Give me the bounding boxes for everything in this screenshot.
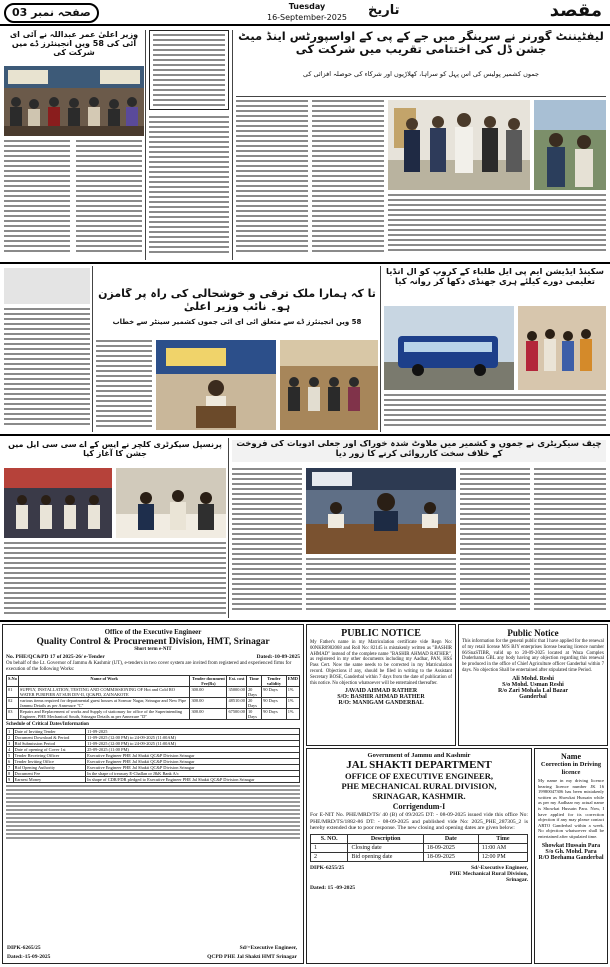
licence-notice-town: Ganderbal	[519, 693, 547, 700]
tender-works-table	[6, 675, 300, 720]
tender-notice	[2, 624, 304, 964]
schedule-table-cell: Executive Engineer PHE Jal Shakti QC&P Division Srinagar	[86, 753, 300, 759]
schedule-table-cell: 2	[7, 735, 14, 741]
centre-headline: تا کہ ہمارا ملک ترقی و خوشحالی کی راہ پر گامزن ہو۔ نائب وزیر اعلیٰ	[98, 288, 376, 312]
lower-left-headline: پرنسپل سیکرٹری کلچر نے ایس کے اے سی سی ایل میں جشن کا آغاز کیا	[8, 440, 222, 459]
left-top-body-col1	[4, 140, 70, 256]
culture-photo-2	[116, 468, 226, 538]
tender-table-header: Tender validity	[262, 676, 287, 687]
centre-photo	[156, 340, 276, 430]
tender-dated-footer: Dated:-15-09-2025	[7, 954, 51, 960]
corrigendum-table-cell: Bid opening date	[348, 852, 423, 861]
schedule-table-cell: Bid Opening Authority	[13, 765, 86, 771]
jal-shakti-department: JAL SHAKTI DEPARTMENT	[346, 759, 492, 771]
correction-name: Showkat Hussain Para	[541, 842, 601, 849]
schedule-table-cell: 25-09-2025 (11:00 PM)	[86, 747, 300, 753]
public-notice-title: PUBLIC NOTICE	[341, 628, 421, 639]
tender-table-cell: 90 Days	[262, 709, 287, 720]
tender-table-cell: 67500.00	[227, 709, 246, 720]
corrigendum-table-header: Description	[348, 834, 423, 843]
lower-right-body-col1	[232, 468, 302, 616]
table-row	[311, 852, 528, 861]
corrigendum-dates-table	[310, 834, 528, 862]
licence-notice-body: This information for the general public that I have applied for the renewal of my retail license M/S BJY enterprises license bearing licence number 66/SnaSTIBR, valid up to 20-09-2025 located at Waza Complex Duderhama GBL any body having any objection regarding this renewal be produced in the office of Chief Agriculture officer Ganderbal within 7 days. No objection Shall be entertained after stipulated time Period.	[462, 639, 604, 673]
corrigendum-table-cell: 12:00 PM	[478, 852, 527, 861]
schedule-table-cell: Bid Submission Period	[13, 741, 86, 747]
corrigendum-ref-number: DIPK-6255/25	[310, 864, 345, 871]
public-notice-address: R/O: MANIGAM GANDERBAL	[338, 700, 424, 707]
schedule-table-cell: 7	[7, 765, 14, 771]
tender-table-header: S.No	[7, 676, 19, 687]
tender-table-header: Tender document Fee(Rs)	[190, 676, 227, 687]
schedule-table-cell: 3	[7, 741, 14, 747]
lead-subline: جموں کشمیر پولیس کی اس پہل کو سراہا، کھلاڑیوں اور شرکاء کی حوصلہ افزائی کی	[302, 70, 540, 78]
schedule-table-cell: Date of opening of Cover 1st	[13, 747, 86, 753]
lead-photo-small	[534, 100, 606, 190]
schedule-table-cell: 1	[7, 729, 14, 735]
corrigendum-table-cell: Closing date	[348, 843, 423, 852]
schedule-table-cell: Document Fee	[13, 771, 86, 777]
left-mid-story	[4, 268, 90, 428]
tender-signature: Sd/=Executive Engineer,	[239, 945, 297, 951]
tender-office: Office of the Executive Engineer	[104, 628, 202, 636]
corrigendum-dated: Dated: 15 -09-2025	[310, 884, 356, 891]
corrigendum-table-cell: 18-09-2025	[423, 843, 478, 852]
date-label: تاریخ	[368, 3, 400, 18]
corrigendum-signature: Sd/-Executive Engineer,	[471, 864, 528, 871]
table-row	[311, 843, 528, 852]
corrigendum-table-header: Date	[423, 834, 478, 843]
tender-table-cell: 300.00	[190, 687, 227, 698]
correction-address: R/O Beehama Ganderbal	[538, 854, 604, 861]
tender-table-cell: 90 Days	[262, 687, 287, 698]
corrigendum-table-header: Time	[478, 834, 527, 843]
tender-table-cell: 03	[7, 709, 19, 720]
schedule-table-cell: In the shape of treasury E-Challan or J&K Bank A/c	[86, 771, 300, 777]
centre-body-col	[96, 340, 152, 430]
schedule-table	[6, 728, 300, 783]
centre-subline: 58 ویں انجینئرز ڈے سے متعلق آئی ای آئی جموں کشمیر سینٹر سے خطاب	[112, 318, 362, 326]
corrigendum-table-cell: 11:00 AM	[478, 843, 527, 852]
tender-table-header: EMD	[286, 676, 299, 687]
tender-table-cell: 35000.00	[227, 687, 246, 698]
lead-body-col1	[236, 100, 308, 256]
schedule-table-cell: Date of Inviting Tender	[13, 729, 86, 735]
schedule-table-cell: 4	[7, 747, 14, 753]
side-column-story	[149, 116, 229, 256]
table-row	[7, 698, 300, 709]
left-top-headline: وزیر اعلیٰ عمر عبداللہ نے آئی ای آئی کی 58 ویں انجینئرز ڈے میں شرکت کی	[9, 30, 139, 58]
jal-shakti-division: PHE MECHANICAL RURAL DIVISION,	[341, 781, 497, 791]
correction-subtitle: Correction in Driving licence	[540, 761, 602, 776]
tender-short-notice: Short term e-NIT	[134, 647, 172, 652]
correction-body: My name in my driving licence bearing licence number JK 16 19980047306 has been mistakenly written as Showkat Hussain while as per my Aadhaar my actual name is Showkat Hussain Para. Now, I have applied for its correction objection if any may please contact ARTO Ganderbal within a week. No objection whatsoever shall be entertained after stipulated time.	[538, 778, 604, 839]
schedule-title: Schedule of Critical Dates/Information	[6, 722, 89, 727]
table-row	[7, 687, 300, 698]
lead-body-col3	[388, 194, 606, 256]
side-box-story	[149, 30, 229, 110]
tender-table-header: Name of Work	[18, 676, 190, 687]
column-divider	[232, 30, 233, 260]
schedule-table-cell: 8	[7, 771, 14, 777]
schedule-table-cell: 9	[7, 777, 14, 783]
tender-dated: Dated:-10-09-2025	[256, 654, 300, 660]
engineers-day-photo	[4, 66, 144, 136]
left-top-body-col2	[76, 140, 142, 256]
public-notice-licence-renewal	[458, 624, 608, 746]
right-mid-headline: سکینڈ ایڈیشن ایم پی ایل طلباء کے گروپ کو آل انڈیا تعلیمی دورے کیلئے ہری جھنڈی دکھا کر روانہ کیا	[386, 268, 604, 287]
right-mid-body	[384, 394, 606, 430]
schedule-table-cell: In shape of CDR/FDR pledged to Executive Engineer PHE Jal Shakti QC&P Division Srinagar	[86, 777, 300, 783]
schedule-table-cell: Earnest Money	[13, 777, 86, 783]
tender-table-cell: 90 Days	[262, 698, 287, 709]
tender-table-header: Est. cost	[227, 676, 246, 687]
corrigendum-signature-office: PHE Mechanical Rural Division,	[449, 870, 528, 877]
lower-right-body-col2	[306, 558, 456, 616]
public-notice-relation: S/O: BASHIR AHMAD RATHER	[337, 694, 425, 701]
issue-date	[252, 1, 362, 23]
page-number-badge: صفحہ نمبر 03	[4, 3, 99, 23]
schedule-table-cell: 11-09-2025 (12:00 PM) to 24-09-2025 (11:00AM)	[86, 735, 300, 741]
chief-secretary-photo	[306, 468, 456, 554]
issue-date-value: 16-September-2025	[266, 13, 348, 22]
table-row	[7, 709, 300, 720]
issue-day: Tuesday	[288, 2, 326, 11]
correction-relation: S/o Gh. Mohd. Para	[545, 848, 597, 855]
schedule-table-cell: Tender Inviting Office	[13, 759, 86, 765]
corrigendum-body: For E-NIT No. PHE/MRD/TS/ 40 (B) of 09/2025 DT: - 08-09-2025 issued vide this office No: PHE/MRD/TS/1882-86 DT: - 08-09-2025 and published vide No: 2025_PHE_287305_2 is hereby extended due to poor response. The new closing and opening dates are given below:	[310, 812, 528, 832]
tender-table-cell: 20 Days	[246, 698, 261, 709]
tender-table-cell: 10 Days	[246, 709, 261, 720]
tender-table-cell: 01	[7, 687, 19, 698]
tender-table-header: Time	[246, 676, 261, 687]
tender-nit-number: No. PHE/QC&PD 17 of 2025-26/ e-Tender	[6, 654, 105, 660]
schedule-table-cell: 6	[7, 759, 14, 765]
tender-table-cell: Repairs and Replacement of works and Supply of stationary for office of the Superintending Engineer, PHE Mechanical South, Srinagar Details as per Annexure "D"	[18, 709, 190, 720]
licence-notice-address: R/o Zari Mohala Lal Bazar	[498, 687, 568, 694]
tender-intro: On behalf of the Lt. Governor of Jammu & Kashmir (UT), e-tenders in two cover system are invited from registered and experienced firms for execution of the following Works:	[6, 661, 292, 672]
schedule-table-cell: Executive Engineer PHE Jal Shakti QC&P Division Srinagar	[86, 759, 300, 765]
jal-shakti-office: OFFICE OF EXECUTIVE ENGINEER,	[345, 771, 493, 781]
students-group-photo	[518, 306, 606, 390]
licence-notice-name: Ali Mohd. Reshi	[512, 675, 554, 682]
corrigendum-signature-city: Srinagar.	[505, 876, 528, 883]
masthead	[0, 0, 610, 26]
lower-right-headline: چیف سیکریٹری نے جموں و کشمیر میں ملاوٹ شدہ خوراک اور جعلی ادویات کی فروخت کے خلاف سخت کارروائی کرنے کا زور دیا	[232, 440, 606, 462]
schedule-table-cell: Executive Engineer PHE Jal Shakti QC&P Division Srinagar	[86, 765, 300, 771]
jal-shakti-city: SRINAGAR, KASHMIR.	[372, 791, 466, 801]
lower-right-body-col4	[534, 468, 606, 616]
lower-right-body-col3	[460, 468, 530, 616]
licence-notice-title: Public Notice	[507, 628, 559, 638]
tender-table-cell: 300.00	[190, 709, 227, 720]
schedule-table-cell: Tender Receiving Officer	[13, 753, 86, 759]
corrigendum-table-cell: 1	[311, 843, 348, 852]
lead-photo	[388, 100, 530, 190]
students-bus-photo	[384, 306, 514, 390]
schedule-table-cell: 5	[7, 753, 14, 759]
schedule-table-cell: Document Download & Period	[13, 735, 86, 741]
corrigendum-title: Corrigendum-I	[392, 802, 446, 811]
lower-left-body	[4, 542, 226, 616]
column-divider	[145, 30, 146, 260]
correction-title: Name	[561, 752, 581, 761]
licence-notice-relation: S/o Mohd. Usman Reshi	[502, 681, 564, 688]
tender-table-cell: 1%	[286, 709, 299, 720]
public-notice-name-correction	[306, 624, 456, 746]
public-notice-body: My Father's name in my Matriculation certificate vide Regn No: 00NKR0902068 and Roll No: 82145 is mistakenly written as "BASHIR AHMAD" instead of the complete name "BASHIR AHMAD RATHER", as registered in my other documents including my Aadhar, PAN, HSS Pass Cert. Now the same needs to be corrected in my Matriculation record. Objections if any, should be filed in writing to the Assistant Secretary BOSE, Ganderbal within 7 days from the date of publication of this notice. No objection whatsoever will be entertained thereafter.	[310, 640, 452, 686]
tender-table-cell: 02	[7, 698, 19, 709]
table-row	[7, 777, 300, 783]
tender-signature-office: QCPD PHE Jal Shakti HMT Srinagar	[207, 954, 297, 960]
public-notice-name: JAVAID AHMAD RATHER	[344, 688, 418, 695]
tender-table-cell: 20 Days	[246, 687, 261, 698]
lead-headline: لیفٹیننٹ گورنر نے سرینگر میں جے کے پی کے اواسپورٹس اینڈ میٹ جشن ڈل کی اختتامی تقریب میں شرکت کی	[238, 30, 604, 57]
tender-division: Quality Control & Procurement Division, HMT, Srinagar	[36, 637, 270, 647]
jal-shakti-government: Government of Jammu and Kashmir	[367, 752, 471, 759]
tender-ref-number: DIPK-6265/25	[7, 945, 41, 951]
name-correction-notice	[534, 748, 608, 964]
tender-table-cell: various items required for departmental guest houses at Sonwar Nagar, Srinagar and New Pipe Jammu Details as per Annexure "C"	[18, 698, 190, 709]
tender-table-cell: 300.00	[190, 698, 227, 709]
tender-table-cell: 1%	[286, 687, 299, 698]
tender-table-cell: 1%	[286, 698, 299, 709]
tender-table-cell: SUPPLY, INSTALLATION, TESTING AND COMMISSIONING OF Hot and Cold RO WATER PURIFIER AT SUB DIV-II, QC&PD, ZAINAKOTE	[18, 687, 190, 698]
schedule-table-cell: 11-09-2025	[86, 729, 300, 735]
corrigendum-table-cell: 2	[311, 852, 348, 861]
jal-shakti-corrigendum	[306, 748, 532, 964]
lead-body-col2	[312, 100, 384, 256]
newspaper-brand: مقصد	[549, 0, 602, 21]
corrigendum-table-header: S. NO.	[311, 834, 348, 843]
tender-table-cell: 48510.00	[227, 698, 246, 709]
centre-photo-2	[280, 340, 378, 430]
schedule-table-cell: 11-09-2025 (12:00 PM) to 24-09-2025 (11:00AM)	[86, 741, 300, 747]
culture-photo	[4, 468, 112, 538]
corrigendum-table-cell: 18-09-2025	[423, 852, 478, 861]
